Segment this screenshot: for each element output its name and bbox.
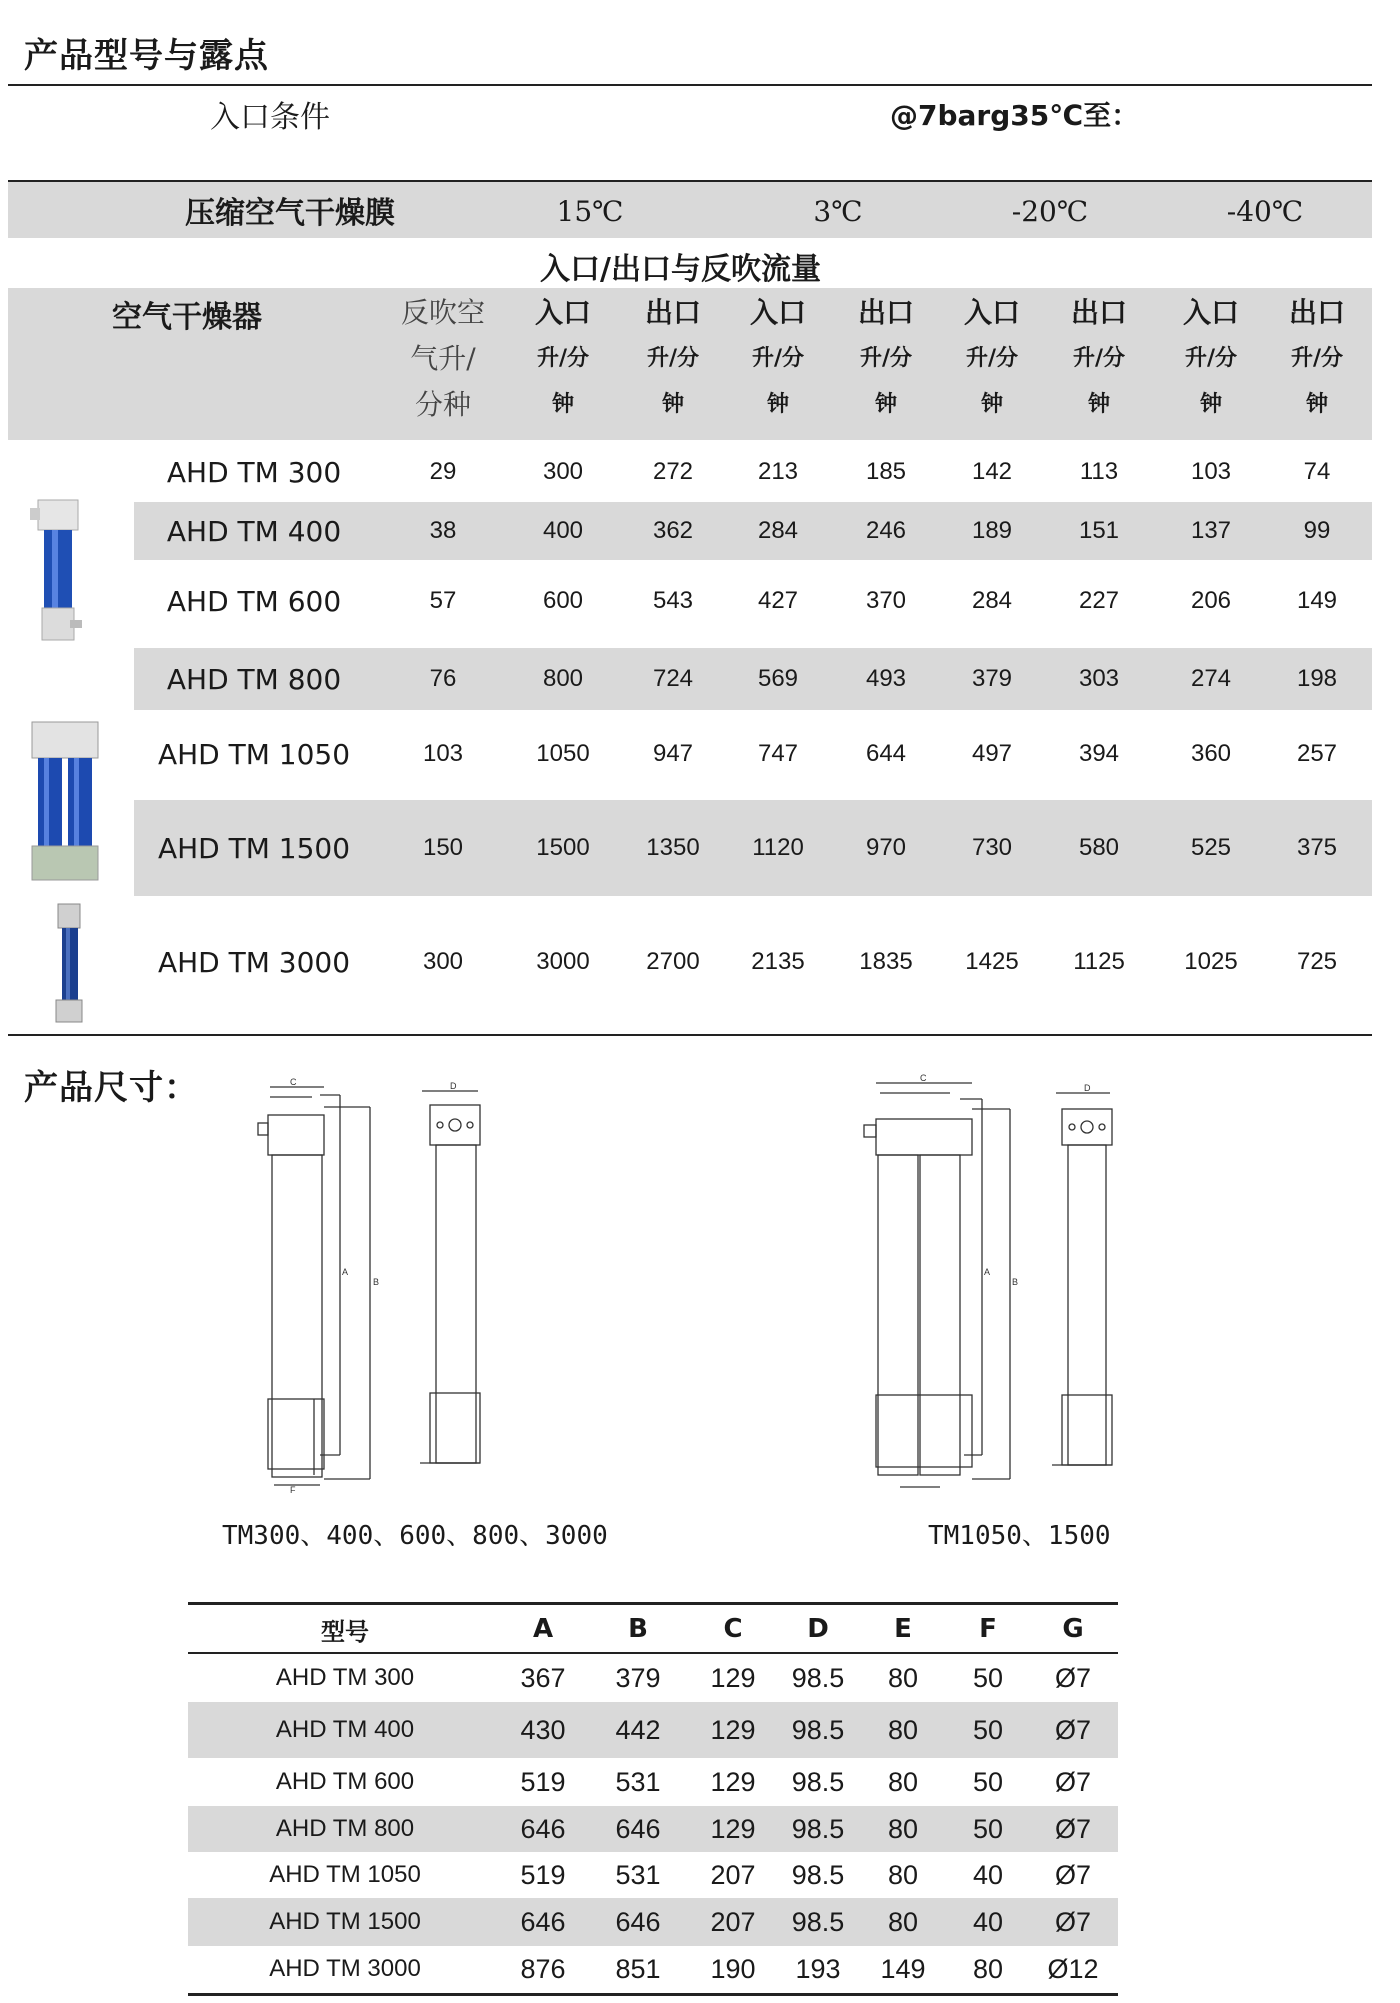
flow-row-value: 257	[1296, 740, 1338, 767]
flow-column-header-text: 钟	[766, 392, 789, 417]
dim-header-cell: A	[532, 1614, 554, 1644]
flow-row-value: 198	[1296, 665, 1338, 692]
dryer-label: 空气干燥器	[112, 300, 262, 335]
flow-row-value: 57	[429, 587, 457, 614]
dim-row-value: 646	[615, 1813, 661, 1844]
dim-row-value: 80	[972, 1953, 1004, 1984]
dim-row-value: Ø12	[1047, 1953, 1099, 1984]
dewpoint-label: -40℃	[1226, 194, 1304, 228]
dim-row-model: AHD TM 400	[275, 1716, 415, 1743]
flow-row-value: 1025	[1184, 948, 1238, 975]
flow-row-value: 747	[757, 740, 799, 767]
dim-row-model: AHD TM 1050	[269, 1861, 421, 1888]
flow-row-value: 525	[1190, 834, 1232, 861]
flow-row-value: 76	[429, 665, 457, 692]
inlet-condition-label: 入口条件	[210, 100, 330, 135]
dim-row-value: 646	[520, 1813, 566, 1844]
dim-row-value: 50	[972, 1813, 1004, 1844]
flow-column-header-text: 出口	[1070, 296, 1127, 329]
dim-row-value: 80	[887, 1766, 919, 1797]
section-title-models: 产品型号与露点	[24, 36, 269, 76]
product-image-large-tube	[48, 902, 94, 1026]
flow-row-value: 427	[757, 587, 799, 614]
flow-column-header-text: 入口	[534, 296, 591, 329]
dim-row-value: 40	[972, 1859, 1004, 1890]
dim-row-value: 50	[972, 1662, 1004, 1693]
top-divider	[8, 84, 1372, 86]
dim-row-value: 80	[887, 1859, 919, 1890]
dim-row-value: 50	[972, 1766, 1004, 1797]
flow-row-value: 2135	[751, 948, 805, 975]
flow-row-model: AHD TM 300	[166, 455, 342, 489]
dimension-drawing-single	[240, 1075, 540, 1495]
flow-row-value: 730	[971, 834, 1013, 861]
svg-text:D: D	[1084, 1083, 1091, 1093]
flow-column-header-text: 升/分	[965, 346, 1019, 371]
dim-row-model: AHD TM 600	[275, 1768, 415, 1795]
flow-column-header-text: 升/分	[646, 346, 700, 371]
dim-row-model: AHD TM 800	[275, 1815, 415, 1842]
flow-column-header-text: 升/分	[1184, 346, 1238, 371]
dimension-drawing-double	[840, 1075, 1140, 1485]
flow-row-value: 213	[757, 458, 799, 485]
dim-header-cell: F	[979, 1614, 997, 1644]
flow-row-value: 29	[429, 458, 457, 485]
flow-row-value: 970	[865, 834, 907, 861]
dim-header-cell: E	[894, 1614, 912, 1644]
svg-text:C: C	[290, 1077, 297, 1087]
flow-row-value: 1050	[536, 740, 590, 767]
flow-row-value: 274	[1190, 665, 1232, 692]
flow-row-value: 569	[757, 665, 799, 692]
flow-row-value: 1500	[536, 834, 590, 861]
dim-row-value: 80	[887, 1714, 919, 1745]
dim-row-value: 207	[710, 1859, 756, 1890]
flow-row-value: 303	[1078, 665, 1120, 692]
svg-text:D: D	[450, 1081, 457, 1091]
flow-row-value: 1125	[1073, 948, 1125, 975]
flow-row-model: AHD TM 1500	[157, 831, 351, 865]
flow-row-value: 142	[971, 458, 1013, 485]
dim-row-value: Ø7	[1054, 1813, 1092, 1844]
flow-column-header-text: 钟	[661, 392, 684, 417]
flow-column-header-text: 出口	[857, 296, 914, 329]
dim-row-value: 207	[710, 1906, 756, 1937]
dim-row-value: 98.5	[791, 1813, 845, 1844]
dim-row-value: 876	[520, 1953, 566, 1984]
dim-row-value: Ø7	[1054, 1859, 1092, 1890]
dim-row-value: 851	[615, 1953, 661, 1984]
dim-row-value: 531	[615, 1766, 661, 1797]
flow-row-value: 284	[971, 587, 1013, 614]
flow-column-header-text: 入口	[1182, 296, 1239, 329]
product-image-double-tube	[30, 718, 104, 882]
flow-row-value: 360	[1190, 740, 1232, 767]
flow-row-value: 246	[865, 517, 907, 544]
flow-column-header-text: 入口	[749, 296, 806, 329]
dim-row-value: 129	[710, 1662, 756, 1693]
flow-row-value: 103	[1190, 458, 1232, 485]
flow-row-value: 362	[652, 517, 694, 544]
dim-row-value: 50	[972, 1714, 1004, 1745]
flow-row-model: AHD TM 400	[166, 514, 342, 548]
dim-row-model: AHD TM 3000	[269, 1955, 421, 1982]
svg-text:A: A	[984, 1267, 991, 1277]
dim-row-value: 129	[710, 1813, 756, 1844]
flow-row-value: 300	[542, 458, 584, 485]
dim-row-value: 98.5	[791, 1766, 845, 1797]
dim-row-value: 129	[710, 1766, 756, 1797]
dewpoint-label: 15℃	[556, 194, 624, 228]
flow-column-header-text: 钟	[1087, 392, 1110, 417]
flow-row-value: 724	[652, 665, 694, 692]
dewpoint-label: -20℃	[1011, 194, 1089, 228]
flow-row-value: 370	[865, 587, 907, 614]
dim-header-cell: 型号	[321, 1617, 369, 1646]
flow-row-value: 580	[1078, 834, 1120, 861]
flow-column-header-text: 钟	[1305, 392, 1328, 417]
flow-column-header-text: 钟	[551, 392, 574, 417]
purge-header-text: 分种	[414, 388, 471, 421]
dim-row-value: 646	[615, 1906, 661, 1937]
svg-text:B: B	[1012, 1277, 1019, 1287]
dim-row-value: 40	[972, 1906, 1004, 1937]
dim-row-value: 98.5	[791, 1662, 845, 1693]
membrane-label: 压缩空气干燥膜	[185, 196, 395, 231]
dim-row-value: Ø7	[1054, 1766, 1092, 1797]
flow-row-value: 227	[1078, 587, 1120, 614]
dim-row-model: AHD TM 1500	[269, 1908, 421, 1935]
flow-column-header-text: 出口	[1288, 296, 1345, 329]
flow-row-value: 189	[971, 517, 1013, 544]
purge-header-text: 气升/	[410, 342, 476, 375]
dim-row-value: 442	[615, 1714, 661, 1745]
flow-row-value: 379	[971, 665, 1013, 692]
dim-row-value: Ø7	[1054, 1714, 1092, 1745]
dim-row-value: 98.5	[791, 1714, 845, 1745]
flow-row-model: AHD TM 1050	[157, 737, 351, 771]
flow-row-value: 375	[1296, 834, 1338, 861]
flow-row-value: 99	[1303, 517, 1331, 544]
flow-row-value: 113	[1079, 458, 1119, 485]
dewpoint-label: 3℃	[813, 194, 863, 228]
dim-row-value: 80	[887, 1813, 919, 1844]
flow-row-value: 2700	[646, 948, 700, 975]
flow-row-value: 150	[422, 834, 464, 861]
flow-row-value: 1835	[859, 948, 913, 975]
dim-row-value: 531	[615, 1859, 661, 1890]
dim-row-value: 98.5	[791, 1906, 845, 1937]
dim-row-value: 129	[710, 1714, 756, 1745]
flow-row-value: 644	[865, 740, 907, 767]
flow-row-value: 800	[542, 665, 584, 692]
dim-header-cell: C	[723, 1614, 743, 1644]
dim-row-model: AHD TM 300	[275, 1664, 415, 1691]
dim-header-cell: D	[807, 1614, 829, 1644]
svg-text:F: F	[290, 1485, 296, 1495]
dim-row-value: Ø7	[1054, 1662, 1092, 1693]
flow-row-value: 400	[542, 517, 584, 544]
flow-row-model: AHD TM 600	[166, 584, 342, 618]
svg-text:C: C	[920, 1073, 927, 1083]
dim-row-value: Ø7	[1054, 1906, 1092, 1937]
flow-row-value: 493	[865, 665, 907, 692]
flow-column-header-text: 升/分	[859, 346, 913, 371]
flow-row-value: 1350	[646, 834, 700, 861]
dim-row-value: 98.5	[791, 1859, 845, 1890]
flow-label: 入口/出口与反吹流量	[540, 252, 821, 287]
flow-row-value: 103	[422, 740, 464, 767]
flow-row-model: AHD TM 3000	[157, 945, 351, 979]
flow-column-header-text: 升/分	[751, 346, 805, 371]
flow-column-header-text: 出口	[644, 296, 701, 329]
svg-text:A: A	[342, 1267, 349, 1277]
dim-row-value: 519	[520, 1859, 566, 1890]
dim-header-cell: B	[628, 1614, 648, 1644]
inlet-condition-value: @7barg35℃至：	[890, 99, 1140, 132]
product-image-single-tube	[28, 496, 100, 644]
flow-row-value: 600	[542, 587, 584, 614]
flow-bottom-rule	[8, 1034, 1372, 1036]
svg-text:B: B	[373, 1277, 380, 1287]
drawing-caption-left: TM300、400、600、800、3000	[222, 1521, 608, 1551]
dim-row-value: 430	[520, 1714, 566, 1745]
flow-column-header-text: 升/分	[536, 346, 590, 371]
purge-header-text: 反吹空	[400, 296, 485, 329]
flow-row-value: 497	[971, 740, 1013, 767]
flow-column-header-text: 钟	[1199, 392, 1222, 417]
flow-row-value: 947	[652, 740, 694, 767]
dim-row-value: 646	[520, 1906, 566, 1937]
flow-row-value: 284	[757, 517, 799, 544]
drawing-caption-right: TM1050、1500	[928, 1521, 1111, 1551]
flow-column-header-text: 入口	[963, 296, 1020, 329]
flow-row-value: 137	[1190, 517, 1232, 544]
dim-row-value: 80	[887, 1906, 919, 1937]
dim-row-value: 379	[615, 1662, 661, 1693]
flow-column-header-text: 升/分	[1072, 346, 1126, 371]
dim-row-value: 367	[520, 1662, 566, 1693]
flow-column-header-text: 升/分	[1290, 346, 1344, 371]
flow-row-value: 151	[1078, 517, 1120, 544]
flow-column-header-text: 钟	[874, 392, 897, 417]
flow-row-value: 725	[1296, 948, 1338, 975]
flow-row-value: 272	[652, 458, 694, 485]
flow-row-model: AHD TM 800	[166, 662, 342, 696]
flow-row-value: 1120	[752, 834, 804, 861]
dim-row-value: 519	[520, 1766, 566, 1797]
dim-row-value: 80	[887, 1662, 919, 1693]
flow-column-header-text: 钟	[980, 392, 1003, 417]
flow-row-value: 3000	[536, 948, 590, 975]
flow-row-value: 394	[1078, 740, 1120, 767]
section-title-dimensions: 产品尺寸：	[24, 1068, 199, 1108]
flow-row-value: 300	[422, 948, 464, 975]
flow-row-value: 74	[1303, 458, 1331, 485]
dim-row-value: 149	[880, 1953, 926, 1984]
flow-row-value: 206	[1190, 587, 1232, 614]
flow-row-value: 149	[1296, 587, 1338, 614]
dim-row-value: 190	[710, 1953, 756, 1984]
flow-row-value: 185	[865, 458, 907, 485]
dim-header-cell: G	[1062, 1614, 1084, 1644]
flow-row-value: 543	[652, 587, 694, 614]
dim-top-rule	[188, 1602, 1118, 1605]
flow-row-value: 38	[429, 517, 457, 544]
flow-row-value: 1425	[965, 948, 1019, 975]
dim-bottom-rule	[188, 1993, 1118, 1996]
dim-row-value: 193	[795, 1953, 841, 1984]
